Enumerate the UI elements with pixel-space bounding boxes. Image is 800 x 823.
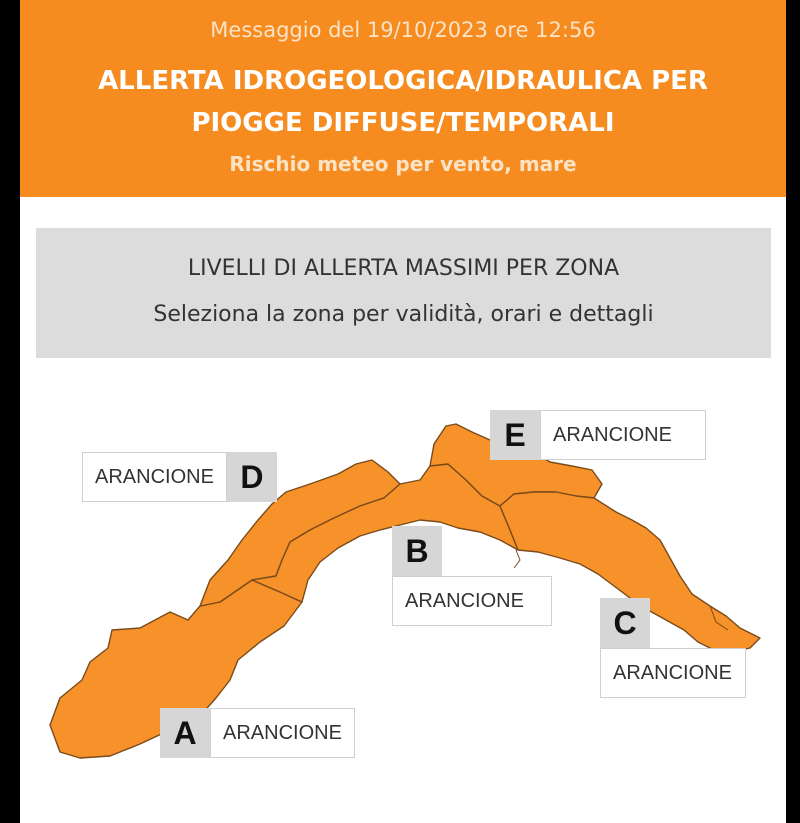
- zone-b-label[interactable]: [392, 526, 552, 626]
- zone-a-label[interactable]: [160, 708, 355, 758]
- alert-card: [20, 0, 786, 823]
- zone-a-level: ARANCIONE: [210, 708, 355, 758]
- zone-d-label[interactable]: [82, 452, 277, 502]
- panel-instruction: Seleziona la zona per validità, orari e dettagli: [153, 302, 654, 327]
- zone-a-letter: A: [160, 708, 210, 758]
- alert-title-line2: PIOGGE DIFFUSE/TEMPORALI: [191, 108, 615, 138]
- zone-e-level: ARANCIONE: [540, 410, 706, 460]
- zone-c-level: ARANCIONE: [600, 648, 746, 698]
- zone-e-letter: E: [490, 410, 540, 460]
- zone-b-letter: B: [392, 526, 442, 576]
- liguria-zone-map: [20, 380, 786, 800]
- panel-heading: LIVELLI DI ALLERTA MASSIMI PER ZONA: [187, 256, 620, 281]
- zone-c-letter: C: [600, 598, 650, 648]
- zone-c-label[interactable]: [600, 598, 746, 698]
- alert-subtitle: Rischio meteo per vento, mare: [229, 152, 577, 176]
- zone-b-level: ARANCIONE: [392, 576, 552, 626]
- alert-title: [20, 60, 786, 144]
- alert-header: [20, 0, 786, 197]
- message-date: Messaggio del 19/10/2023 ore 12:56: [210, 18, 596, 42]
- zone-e-label[interactable]: [490, 410, 706, 460]
- zone-levels-panel: [36, 228, 771, 358]
- zone-d-level: ARANCIONE: [82, 452, 227, 502]
- alert-title-line1: ALLERTA IDROGEOLOGICA/IDRAULICA PER: [98, 66, 708, 96]
- zone-d-letter: D: [227, 452, 277, 502]
